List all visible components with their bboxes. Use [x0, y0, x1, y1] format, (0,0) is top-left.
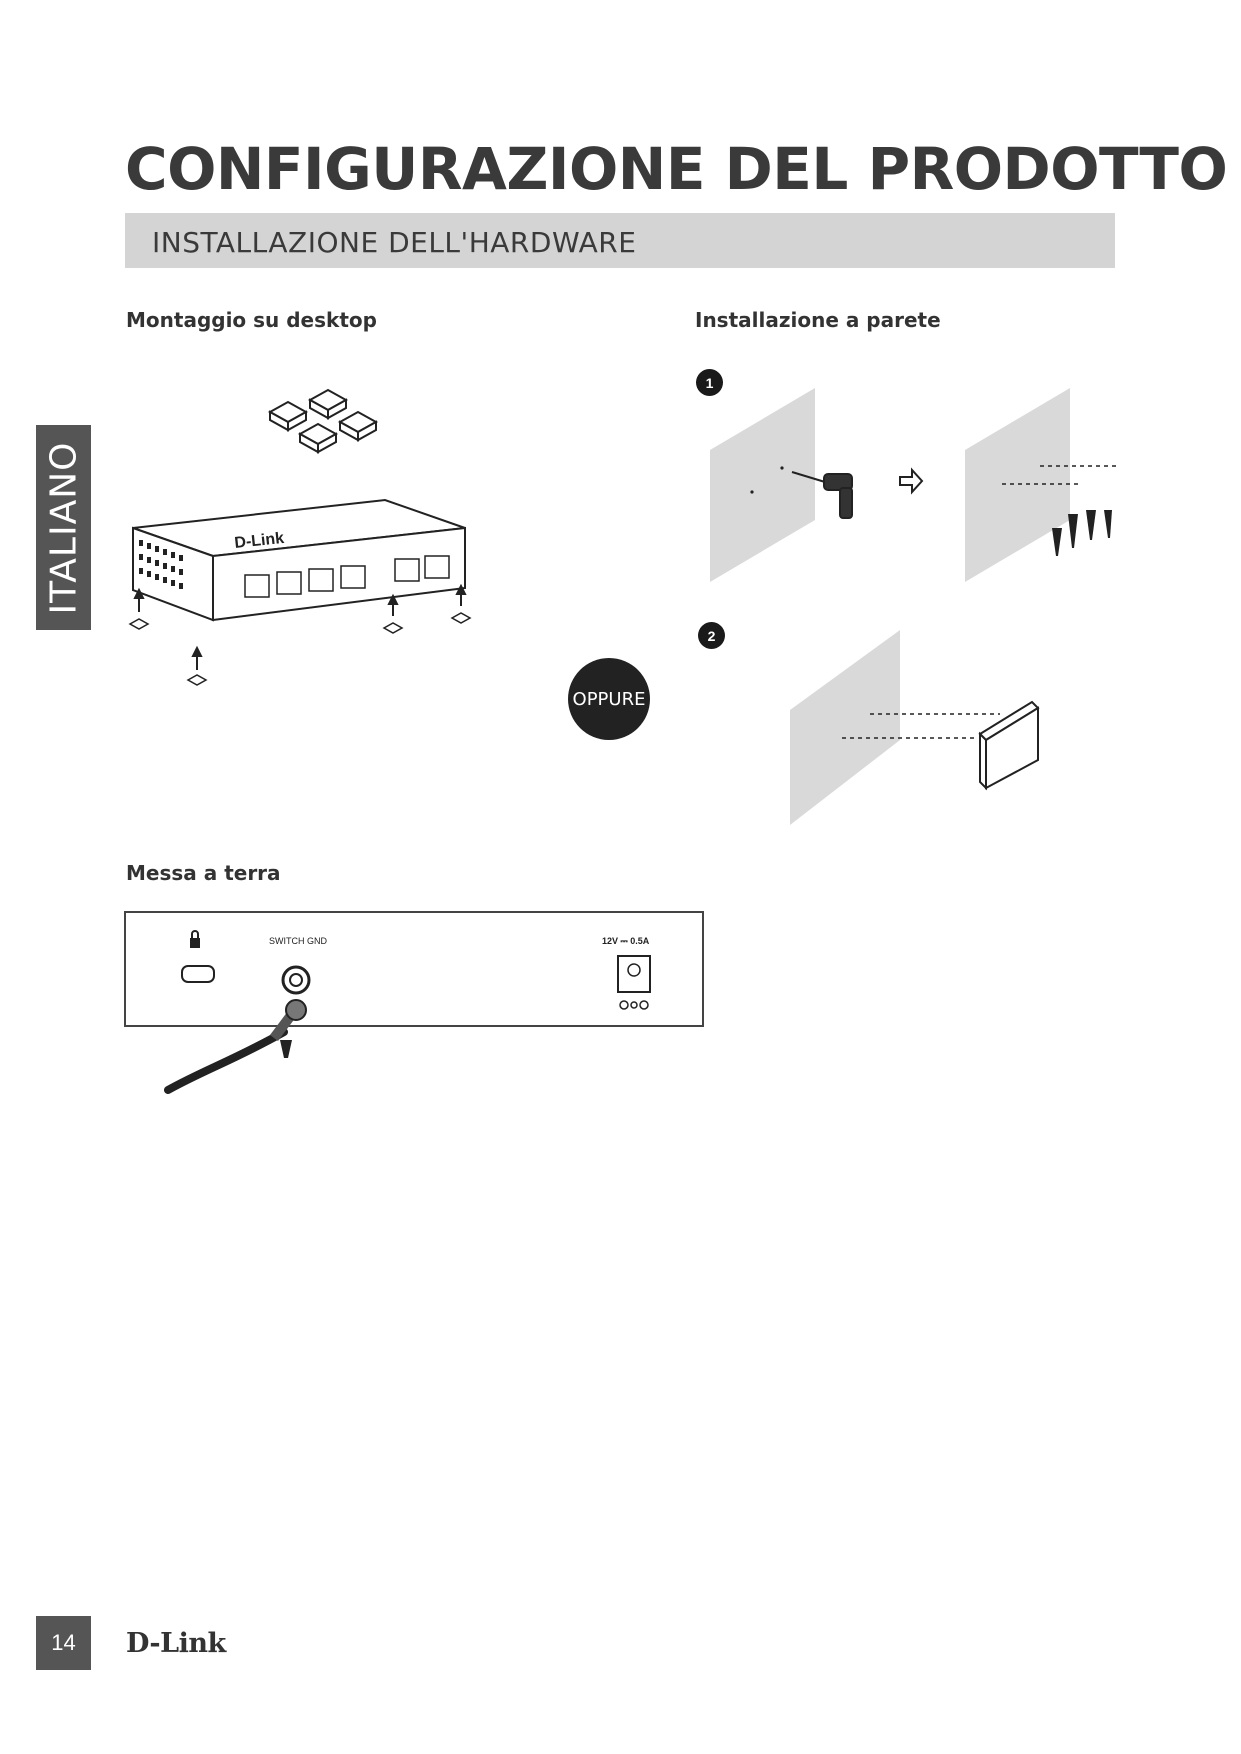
dlink-logo: D-Link — [126, 1628, 226, 1659]
wall-panel-3 — [790, 630, 900, 825]
wall-step-1-illustration — [700, 380, 1120, 590]
grounding-heading: Messa a terra — [126, 861, 281, 885]
switch-device-drawing — [133, 500, 465, 620]
wall-panel-2 — [965, 388, 1070, 582]
grounding-illustration — [124, 910, 706, 1110]
wall-step-2-illustration — [780, 620, 1080, 830]
svg-text:D-Link: D-Link — [233, 529, 285, 552]
page-number: 14 — [36, 1616, 91, 1670]
rubber-foot-icon — [270, 390, 376, 452]
desktop-mount-heading: Montaggio su desktop — [126, 308, 377, 332]
arrow-right-icon — [900, 470, 922, 492]
kensington-slot — [182, 966, 214, 982]
power-label: 12V ⎓ 0.5A — [602, 936, 650, 946]
switch-wall-drawing — [980, 702, 1038, 788]
or-separator: OPPURE — [568, 658, 650, 740]
step-2-badge: 2 — [698, 622, 725, 649]
desktop-mount-illustration — [125, 380, 495, 700]
switch-gnd-label: SWITCH GND — [269, 936, 327, 946]
language-tab — [36, 425, 91, 630]
language-tab-label: ITALIANO — [43, 440, 84, 615]
wall-panel — [710, 388, 815, 582]
step-1-badge: 1 — [696, 369, 723, 396]
page-subtitle: INSTALLAZIONE DELL'HARDWARE — [152, 226, 637, 259]
wall-mount-heading: Installazione a parete — [695, 308, 941, 332]
page-title: CONFIGURAZIONE DEL PRODOTTO — [125, 135, 1228, 203]
